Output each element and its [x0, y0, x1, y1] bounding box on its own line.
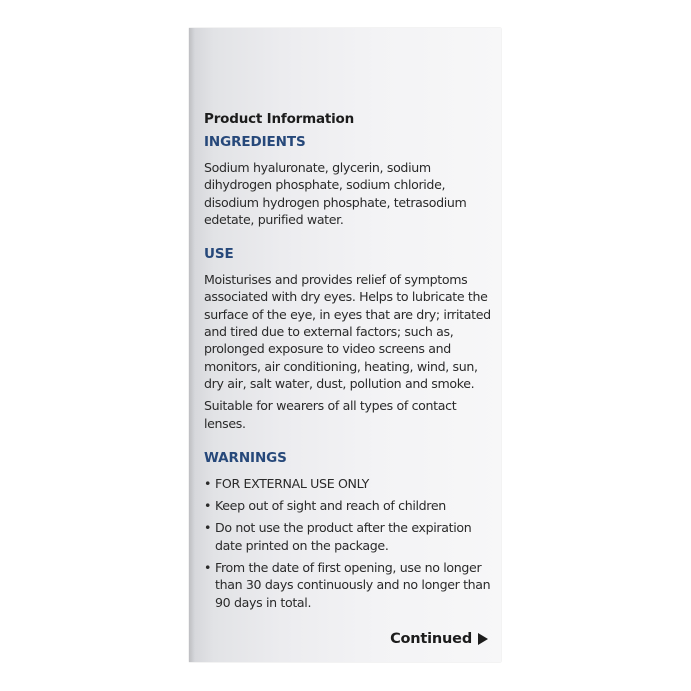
continued-label	[390, 631, 488, 647]
panel-content	[204, 111, 496, 616]
warning-item-text: Keep out of sight and reach of children	[215, 498, 446, 514]
warning-item	[204, 559, 496, 611]
warning-item	[204, 519, 496, 554]
play-arrow-icon	[478, 633, 488, 645]
use-heading: USE	[204, 246, 234, 263]
warnings-list	[204, 475, 496, 611]
warning-item-text: Do not use the product after the expiration date printed on the package.	[215, 520, 472, 553]
ingredients-heading: INGREDIENTS	[204, 134, 306, 150]
bullet-icon: •	[204, 560, 212, 576]
warnings-heading: WARNINGS	[204, 449, 287, 466]
warning-item	[204, 497, 496, 514]
product-box-panel	[189, 28, 501, 662]
bullet-icon: •	[204, 475, 212, 491]
warning-item	[204, 475, 496, 492]
use-text: Moisturises and provides relief of symptoms associated with dry eyes. Helps to lubricate the surface of the eye, in eyes that are dry; irritated and tired due to external factors; such as, prolonged exposure to video screens and monitors, air conditioning, heating, wind, sun, dry air, salt water, dust, pollution and smoke.	[204, 272, 491, 391]
warning-item-text: From the date of first opening, use no longer than 30 days continuously and no longer than 90 days in total.	[215, 560, 491, 610]
product-information-title: Product Information	[204, 111, 355, 127]
bullet-icon: •	[204, 498, 212, 514]
continued-text: Continued	[390, 631, 472, 647]
use-note: Suitable for wearers of all types of contact lenses.	[204, 398, 457, 431]
warning-item-text: FOR EXTERNAL USE ONLY	[215, 475, 369, 491]
bullet-icon: •	[204, 520, 212, 536]
ingredients-text: Sodium hyaluronate, glycerin, sodium dihydrogen phosphate, sodium chloride, disodium hydrogen phosphate, tetrasodium edetate, purified water.	[204, 160, 467, 227]
